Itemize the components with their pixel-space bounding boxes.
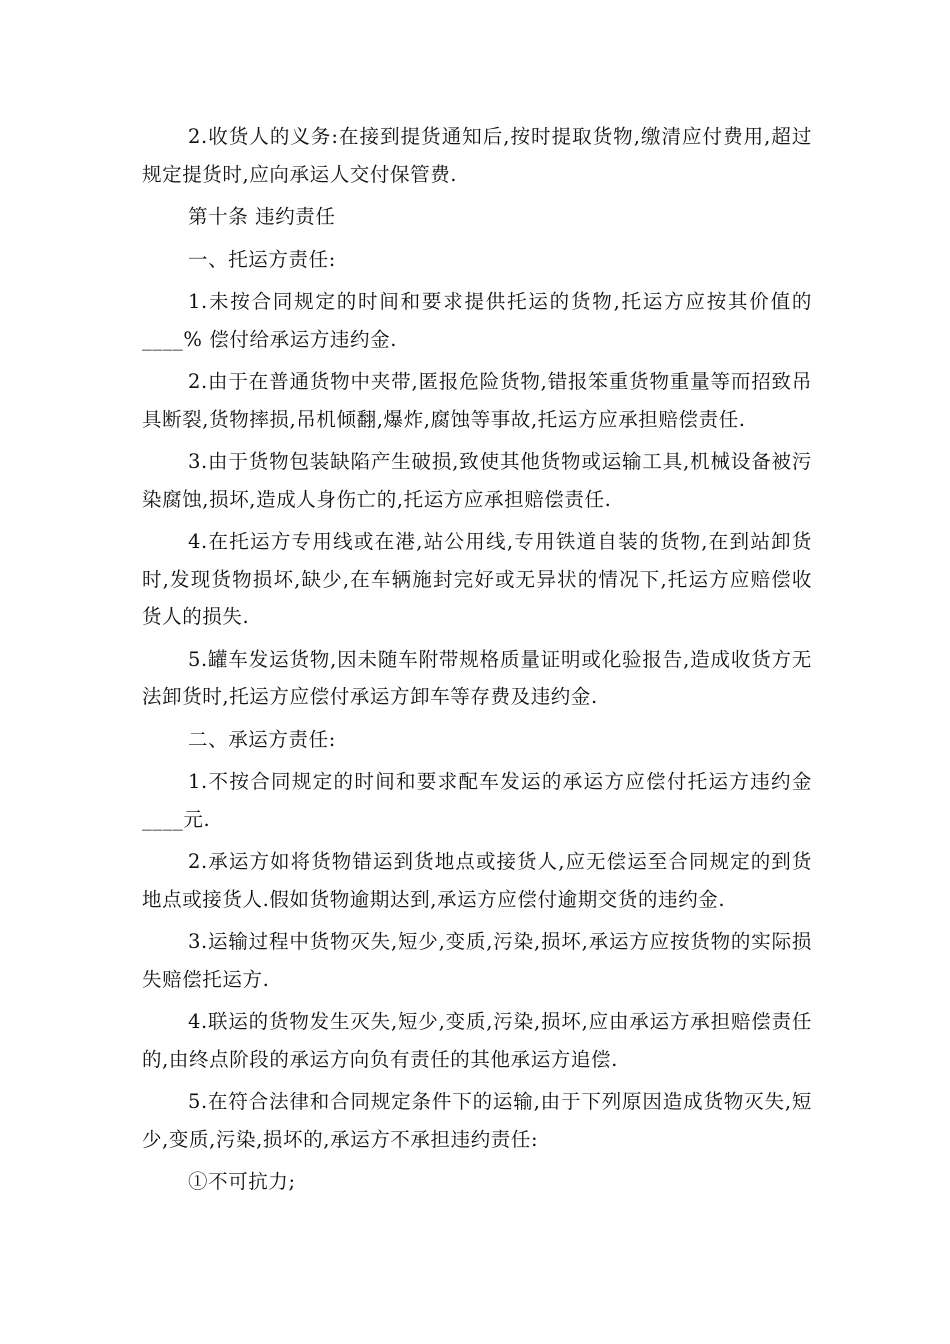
carrier-clause-1: 1.不按合同规定的时间和要求配车发运的承运方应偿付托运方违约金____元. [142,770,812,831]
shipper-clause-1: 1.未按合同规定的时间和要求提供托运的货物,托运方应按其价值的____% 偿付给承运方违约金. [142,290,812,351]
carrier-clause-2: 2.承运方如将货物错运到货地点或接货人,应无偿运至合同规定的到货地点或接货人.假如货物逾期达到,承运方应偿付逾期交货的违约金. [142,850,812,911]
document-body [142,118,812,1206]
carrier-liability-heading: 二、承运方责任: [188,727,336,751]
shipper-clause-4: 4.在托运方专用线或在港,站公用线,专用铁道自装的货物,在到站卸货时,发现货物损坏,缺少,在车辆施封完好或无异状的情况下,托运方应赔偿收货人的损失. [142,530,812,628]
force-majeure-item: ①不可抗力; [188,1170,296,1193]
shipper-clause-5: 5.罐车发运货物,因未随车附带规格质量证明或化验报告,造成收货方无法卸货时,托运方应偿付承运方卸车等存费及违约金. [142,647,812,708]
paragraph-consignee-obligations: 2.收货人的义务:在接到提货通知后,按时提取货物,缴清应付费用,超过规定提货时,应向承运人交付保管费. [142,125,812,186]
carrier-clause-3: 3.运输过程中货物灭失,短少,变质,污染,损坏,承运方应按货物的实际损失赔偿托运方. [142,930,812,991]
article-ten-heading: 第十条 违约责任 [188,205,336,228]
shipper-clause-2: 2.由于在普通货物中夹带,匿报危险货物,错报笨重货物重量等而招致吊具断裂,货物摔损,吊机倾翻,爆炸,腐蚀等事故,托运方应承担赔偿责任. [142,370,812,431]
shipper-clause-3: 3.由于货物包装缺陷产生破损,致使其他货物或运输工具,机械设备被污染腐蚀,损坏,造成人身伤亡的,托运方应承担赔偿责任. [142,450,812,511]
carrier-clause-4: 4.联运的货物发生灭失,短少,变质,污染,损坏,应由承运方承担赔偿责任的,由终点阶段的承运方向负有责任的其他承运方追偿. [142,1010,812,1071]
shipper-liability-heading: 一、托运方责任: [188,247,336,271]
carrier-clause-5: 5.在符合法律和合同规定条件下的运输,由于下列原因造成货物灭失,短少,变质,污染,损坏的,承运方不承担违约责任: [142,1090,812,1151]
